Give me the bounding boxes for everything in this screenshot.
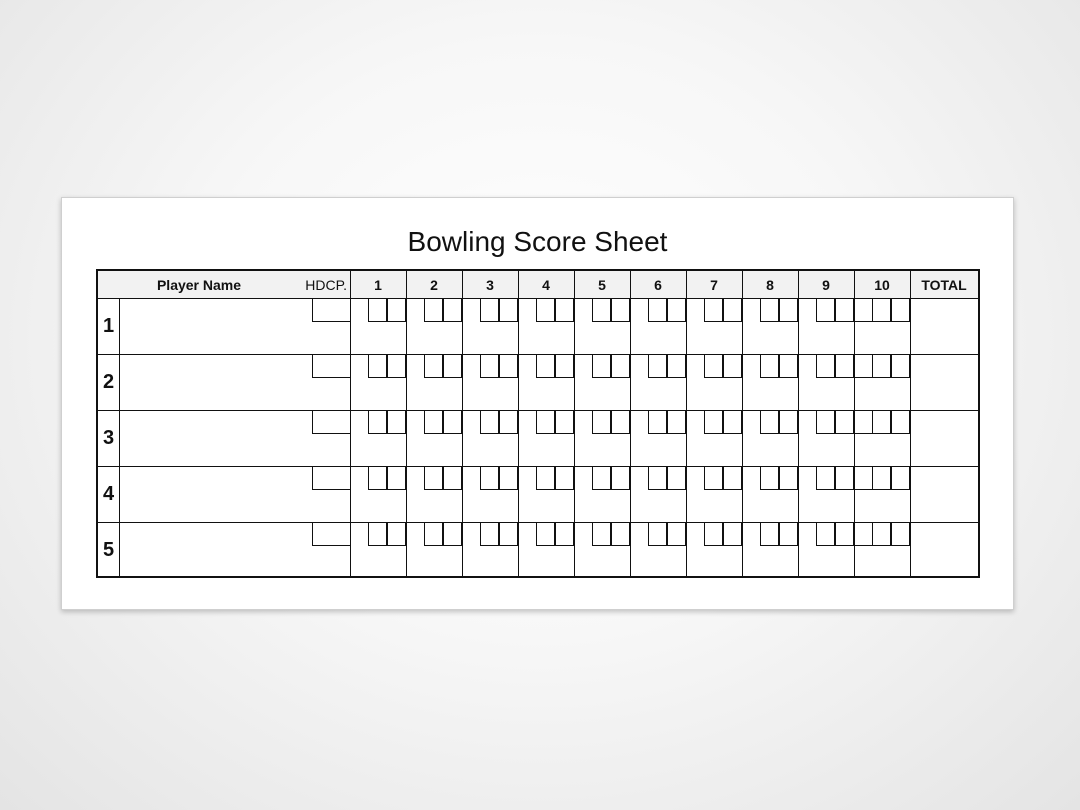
frame-2-ball-1-box-row-3[interactable] [424, 410, 443, 434]
score-sheet [61, 197, 1014, 610]
frame-5-ball-1-box-row-1[interactable] [592, 298, 611, 322]
frame-4-ball-2-box-row-4[interactable] [555, 466, 574, 490]
frame-5-ball-1-box-row-2[interactable] [592, 354, 611, 378]
frame-10-ball-1-box-row-3[interactable] [854, 410, 873, 434]
hdcp-header: HDCP. [305, 276, 347, 293]
frame-6-ball-1-box-row-2[interactable] [648, 354, 667, 378]
frame-3-ball-2-box-row-5[interactable] [499, 522, 518, 546]
frame-4-ball-1-box-row-2[interactable] [536, 354, 555, 378]
frame-2-ball-2-box-row-3[interactable] [443, 410, 462, 434]
frame-5-ball-2-box-row-5[interactable] [611, 522, 630, 546]
frame-1-ball-1-box-row-2[interactable] [368, 354, 387, 378]
frame-10-ball-2-box-row-3[interactable] [872, 410, 891, 434]
row-number-2: 2 [102, 370, 115, 393]
frame-8-ball-1-box-row-5[interactable] [760, 522, 779, 546]
frame-7-ball-1-box-row-4[interactable] [704, 466, 723, 490]
hdcp-box-3[interactable] [312, 410, 351, 434]
frame-column-line [462, 271, 463, 576]
frame-1-ball-1-box-row-1[interactable] [368, 298, 387, 322]
frame-7-ball-1-box-row-3[interactable] [704, 410, 723, 434]
hdcp-box-1[interactable] [312, 298, 351, 322]
frame-6-ball-2-box-row-2[interactable] [667, 354, 686, 378]
frame-5-ball-2-box-row-3[interactable] [611, 410, 630, 434]
row-number-1: 1 [102, 314, 115, 337]
frame-8-ball-2-box-row-4[interactable] [779, 466, 798, 490]
frame-8-ball-1-box-row-1[interactable] [760, 298, 779, 322]
frame-6-ball-1-box-row-3[interactable] [648, 410, 667, 434]
frame-3-ball-1-box-row-5[interactable] [480, 522, 499, 546]
row-number-4: 4 [102, 482, 115, 505]
total-field-3[interactable] [911, 411, 978, 465]
frame-8-ball-2-box-row-5[interactable] [779, 522, 798, 546]
frame-8-ball-2-box-row-2[interactable] [779, 354, 798, 378]
frame-7-ball-2-box-row-1[interactable] [723, 298, 742, 322]
frame-1-ball-2-box-row-3[interactable] [387, 410, 406, 434]
frame-10-ball-1-box-row-1[interactable] [854, 298, 873, 322]
frame-4-ball-1-box-row-4[interactable] [536, 466, 555, 490]
frame-header-4: 4 [542, 276, 550, 293]
frame-header-2: 2 [430, 276, 438, 293]
frame-3-ball-2-box-row-3[interactable] [499, 410, 518, 434]
frame-header-3: 3 [486, 276, 494, 293]
frame-9-ball-1-box-row-5[interactable] [816, 522, 835, 546]
score-grid [96, 269, 980, 578]
frame-9-ball-2-box-row-2[interactable] [835, 354, 854, 378]
total-field-4[interactable] [911, 467, 978, 521]
frame-header-10: 10 [874, 276, 890, 293]
frame-2-ball-2-box-row-4[interactable] [443, 466, 462, 490]
frame-8-ball-1-box-row-3[interactable] [760, 410, 779, 434]
frame-7-ball-1-box-row-1[interactable] [704, 298, 723, 322]
frame-1-ball-2-box-row-2[interactable] [387, 354, 406, 378]
frame-7-ball-1-box-row-5[interactable] [704, 522, 723, 546]
frame-7-ball-2-box-row-5[interactable] [723, 522, 742, 546]
frame-2-ball-1-box-row-4[interactable] [424, 466, 443, 490]
frame-7-ball-2-box-row-4[interactable] [723, 466, 742, 490]
frame-10-ball-2-box-row-1[interactable] [872, 298, 891, 322]
frame-8-ball-2-box-row-1[interactable] [779, 298, 798, 322]
total-field-5[interactable] [911, 523, 978, 577]
frame-6-ball-2-box-row-5[interactable] [667, 522, 686, 546]
frame-10-ball-3-box-row-3[interactable] [891, 410, 910, 434]
frame-5-ball-1-box-row-3[interactable] [592, 410, 611, 434]
frame-7-ball-2-box-row-2[interactable] [723, 354, 742, 378]
player-name-field-1[interactable] [120, 299, 288, 353]
frame-10-ball-1-box-row-5[interactable] [854, 522, 873, 546]
row-number-5: 5 [102, 538, 115, 561]
frame-4-ball-1-box-row-5[interactable] [536, 522, 555, 546]
frame-9-ball-1-box-row-3[interactable] [816, 410, 835, 434]
frame-1-ball-2-box-row-4[interactable] [387, 466, 406, 490]
frame-column-line [742, 271, 743, 576]
frame-column-line [406, 271, 407, 576]
frame-column-line [574, 271, 575, 576]
frame-column-line [630, 271, 631, 576]
frame-10-ball-2-box-row-5[interactable] [872, 522, 891, 546]
frame-5-ball-2-box-row-2[interactable] [611, 354, 630, 378]
frame-3-ball-2-box-row-1[interactable] [499, 298, 518, 322]
frame-6-ball-1-box-row-5[interactable] [648, 522, 667, 546]
frame-header-8: 8 [766, 276, 774, 293]
frame-6-ball-1-box-row-1[interactable] [648, 298, 667, 322]
hdcp-box-5[interactable] [312, 522, 351, 546]
frame-1-ball-1-box-row-3[interactable] [368, 410, 387, 434]
frame-3-ball-1-box-row-4[interactable] [480, 466, 499, 490]
frame-3-ball-1-box-row-3[interactable] [480, 410, 499, 434]
frame-8-ball-1-box-row-2[interactable] [760, 354, 779, 378]
frame-6-ball-2-box-row-3[interactable] [667, 410, 686, 434]
frame-3-ball-2-box-row-4[interactable] [499, 466, 518, 490]
frame-4-ball-2-box-row-1[interactable] [555, 298, 574, 322]
frame-10-ball-1-box-row-2[interactable] [854, 354, 873, 378]
frame-2-ball-1-box-row-5[interactable] [424, 522, 443, 546]
frame-5-ball-2-box-row-4[interactable] [611, 466, 630, 490]
frame-10-ball-2-box-row-2[interactable] [872, 354, 891, 378]
frame-5-ball-2-box-row-1[interactable] [611, 298, 630, 322]
frame-header-1: 1 [374, 276, 382, 293]
frame-9-ball-1-box-row-4[interactable] [816, 466, 835, 490]
frame-header-6: 6 [654, 276, 662, 293]
total-field-1[interactable] [911, 299, 978, 353]
frame-10-ball-3-box-row-2[interactable] [891, 354, 910, 378]
frame-4-ball-2-box-row-5[interactable] [555, 522, 574, 546]
frame-header-9: 9 [822, 276, 830, 293]
hdcp-box-4[interactable] [312, 466, 351, 490]
frame-7-ball-2-box-row-3[interactable] [723, 410, 742, 434]
player-name-field-2[interactable] [120, 355, 288, 409]
frame-6-ball-1-box-row-4[interactable] [648, 466, 667, 490]
total-field-2[interactable] [911, 355, 978, 409]
frame-column-line [798, 271, 799, 576]
frame-3-ball-1-box-row-2[interactable] [480, 354, 499, 378]
frame-column-line [686, 271, 687, 576]
player-name-field-5[interactable] [120, 523, 288, 577]
frame-2-ball-2-box-row-5[interactable] [443, 522, 462, 546]
frame-7-ball-1-box-row-2[interactable] [704, 354, 723, 378]
frame-4-ball-2-box-row-3[interactable] [555, 410, 574, 434]
hdcp-box-2[interactable] [312, 354, 351, 378]
frame-9-ball-1-box-row-2[interactable] [816, 354, 835, 378]
frame-5-ball-1-box-row-5[interactable] [592, 522, 611, 546]
frame-9-ball-2-box-row-1[interactable] [835, 298, 854, 322]
frame-2-ball-2-box-row-1[interactable] [443, 298, 462, 322]
frame-10-ball-1-box-row-4[interactable] [854, 466, 873, 490]
frame-3-ball-2-box-row-2[interactable] [499, 354, 518, 378]
frame-1-ball-2-box-row-1[interactable] [387, 298, 406, 322]
frame-10-ball-3-box-row-1[interactable] [891, 298, 910, 322]
frame-3-ball-1-box-row-1[interactable] [480, 298, 499, 322]
frame-8-ball-2-box-row-3[interactable] [779, 410, 798, 434]
frame-1-ball-2-box-row-5[interactable] [387, 522, 406, 546]
frame-10-ball-3-box-row-5[interactable] [891, 522, 910, 546]
frame-9-ball-2-box-row-5[interactable] [835, 522, 854, 546]
frame-10-ball-2-box-row-4[interactable] [872, 466, 891, 490]
sheet-title: Bowling Score Sheet [407, 226, 668, 257]
frame-9-ball-2-box-row-3[interactable] [835, 410, 854, 434]
frame-9-ball-1-box-row-1[interactable] [816, 298, 835, 322]
frame-4-ball-2-box-row-2[interactable] [555, 354, 574, 378]
frame-4-ball-1-box-row-3[interactable] [536, 410, 555, 434]
frame-2-ball-1-box-row-2[interactable] [424, 354, 443, 378]
frame-10-ball-3-box-row-4[interactable] [891, 466, 910, 490]
frame-9-ball-2-box-row-4[interactable] [835, 466, 854, 490]
frame-6-ball-2-box-row-1[interactable] [667, 298, 686, 322]
frame-header-7: 7 [710, 276, 718, 293]
total-header: TOTAL [921, 276, 967, 293]
player-name-field-4[interactable] [120, 467, 288, 521]
frame-column-line [518, 271, 519, 576]
frame-4-ball-1-box-row-1[interactable] [536, 298, 555, 322]
player-name-header: Player Name [156, 276, 242, 293]
frame-2-ball-2-box-row-2[interactable] [443, 354, 462, 378]
frame-1-ball-1-box-row-5[interactable] [368, 522, 387, 546]
frame-6-ball-2-box-row-4[interactable] [667, 466, 686, 490]
frame-2-ball-1-box-row-1[interactable] [424, 298, 443, 322]
frame-8-ball-1-box-row-4[interactable] [760, 466, 779, 490]
frame-header-5: 5 [598, 276, 606, 293]
frame-1-ball-1-box-row-4[interactable] [368, 466, 387, 490]
player-name-field-3[interactable] [120, 411, 288, 465]
row-number-3: 3 [102, 426, 115, 449]
frame-5-ball-1-box-row-4[interactable] [592, 466, 611, 490]
